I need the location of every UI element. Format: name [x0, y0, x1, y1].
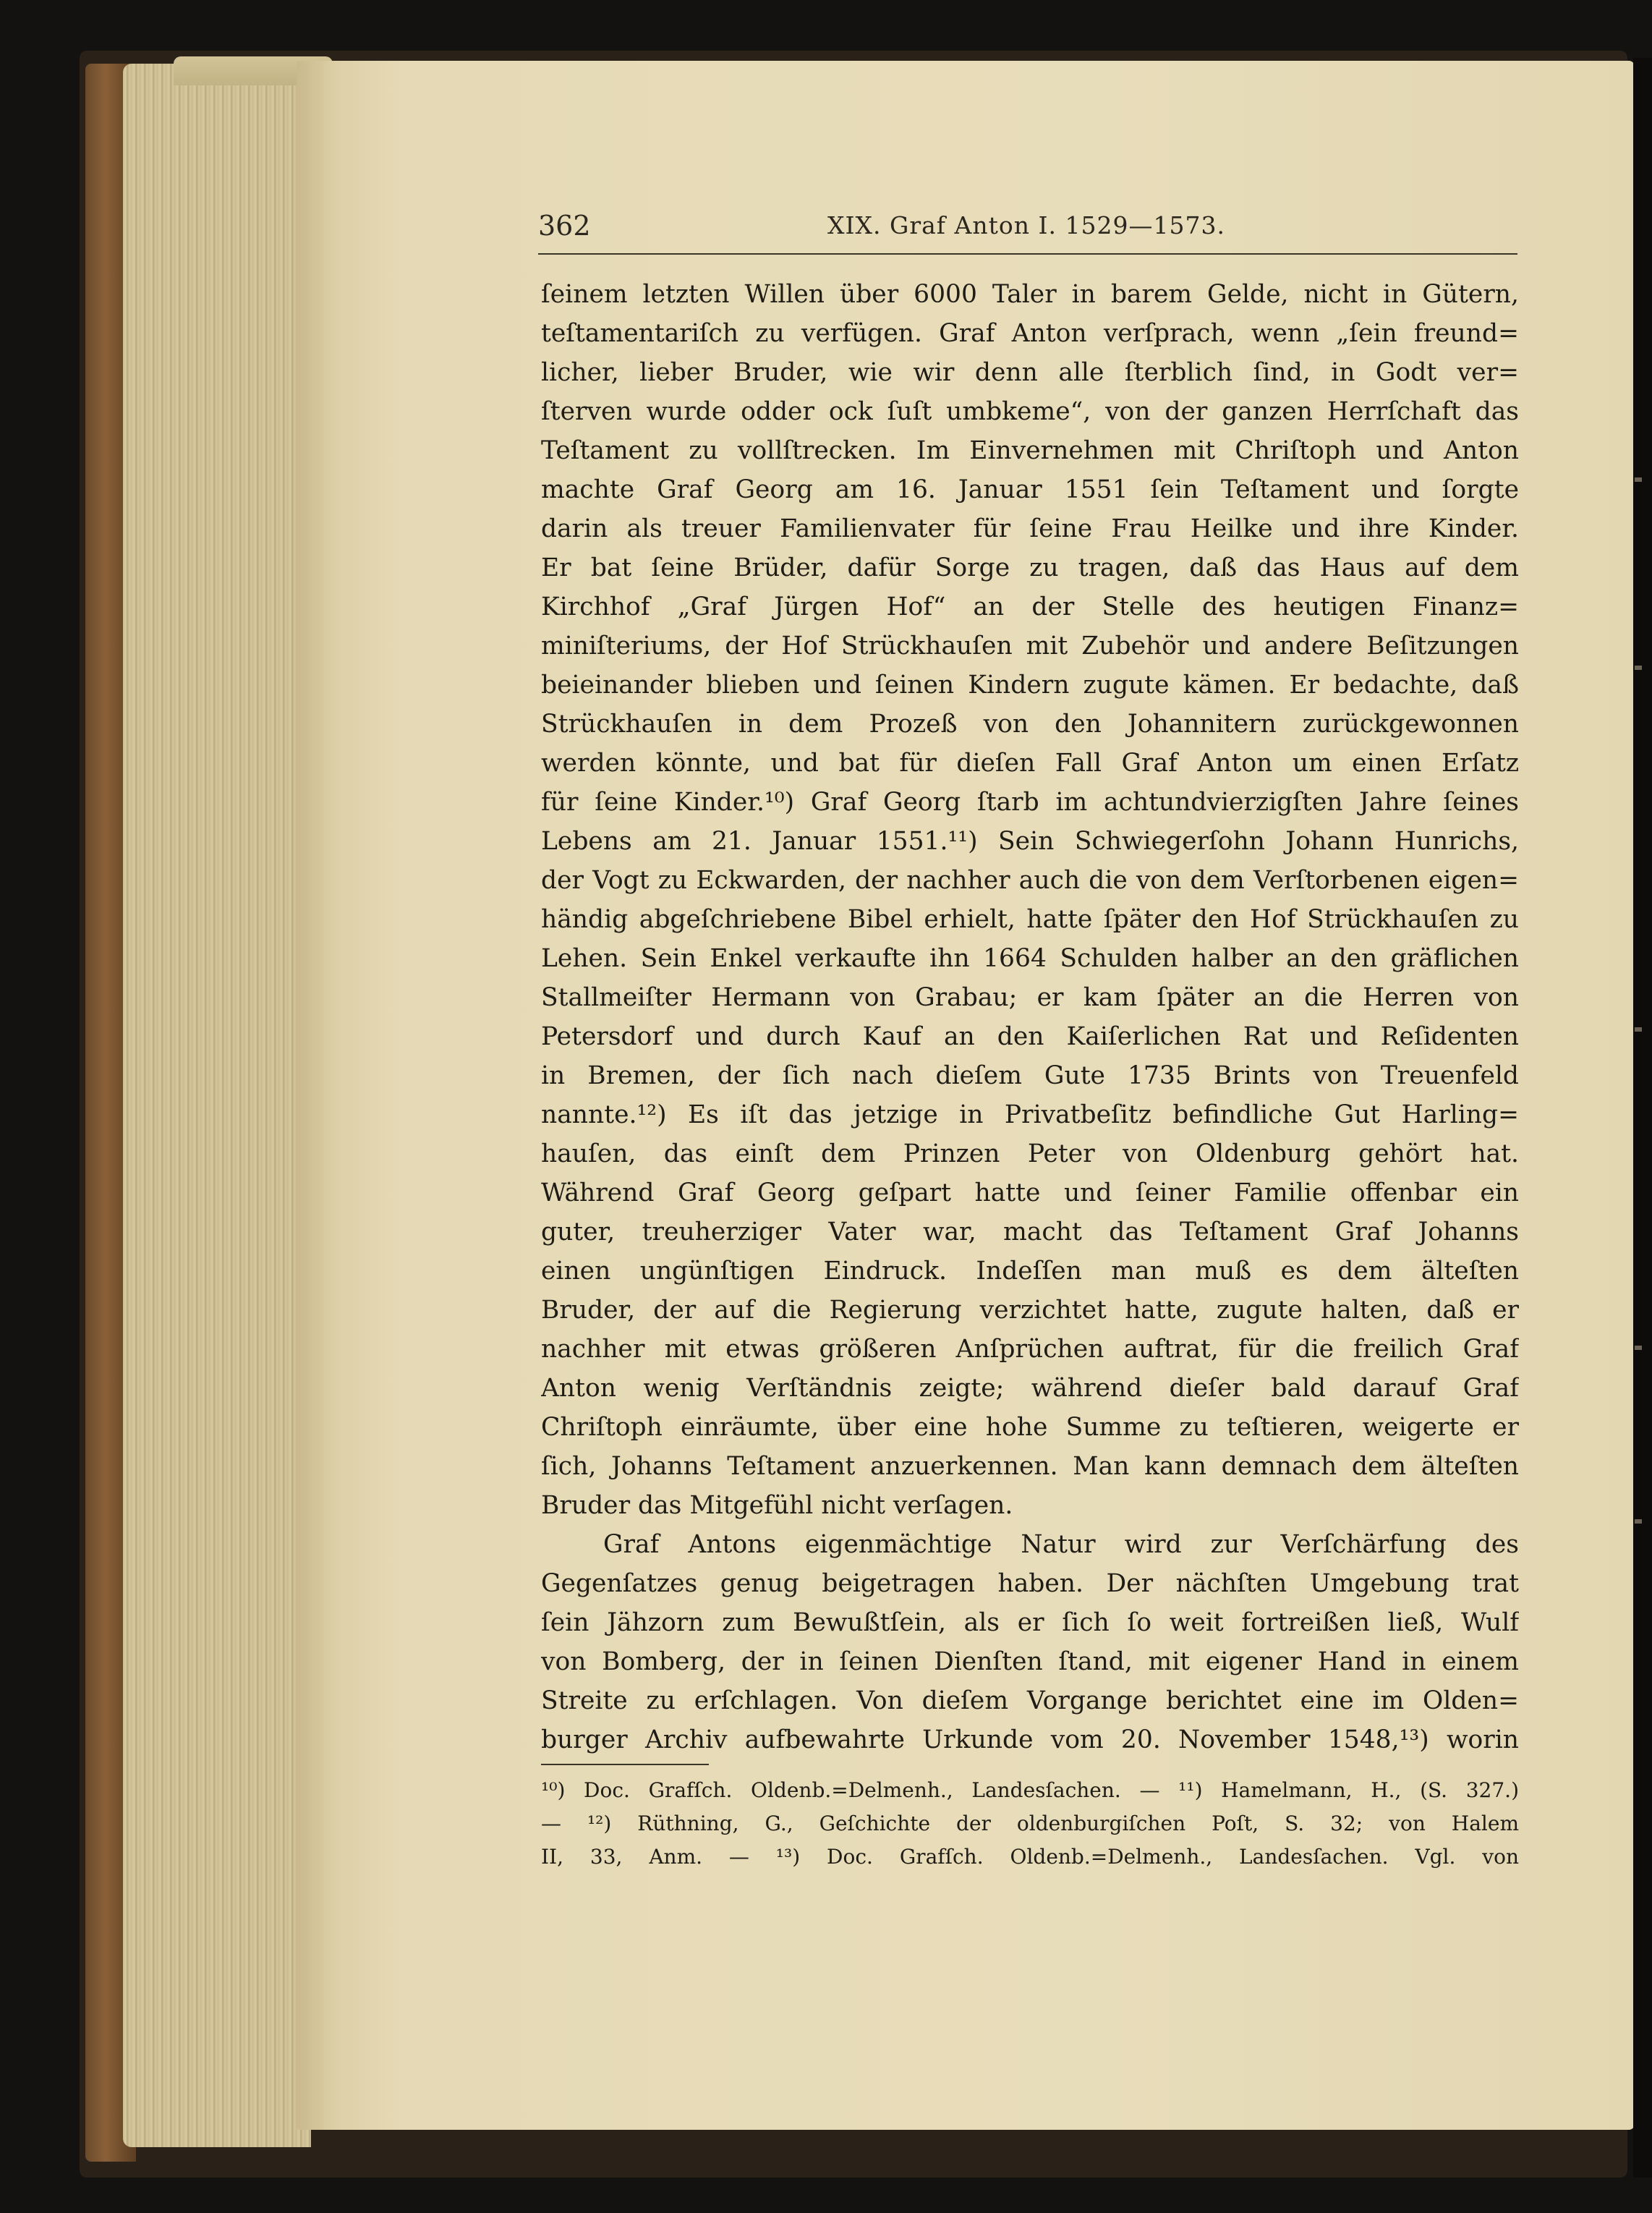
text-line: ſeinem letzten Willen über 6000 Taler in barem Gelde, nicht in Gütern,	[541, 280, 1519, 309]
text-line: händig abgeſchriebene Bibel erhielt, hatte ſpäter den Hof Strückhauſen zu	[541, 905, 1519, 934]
text-line: Lebens am 21. Januar 1551.¹¹) Sein Schwiegerſohn Johann Hunrichs,	[541, 827, 1519, 856]
text-line: Strückhauſen in dem Prozeß von den Johannitern zurückgewonnen	[541, 710, 1519, 739]
text-line: miniſteriums, der Hof Strückhauſen mit Zubehör und andere Beſitzungen	[541, 632, 1519, 660]
text-line: hauſen, das einſt dem Prinzen Peter von Oldenburg gehört hat.	[541, 1139, 1519, 1168]
text-line: Bruder das Mitgefühl nicht verſagen.	[541, 1491, 1013, 1520]
text-line: Während Graf Georg geſpart hatte und ſeiner Familie offenbar ein	[541, 1178, 1519, 1207]
footnotes	[541, 1774, 1519, 1874]
text-line: Petersdorf und durch Kauf an den Kaiſerlichen Rat und Reſidenten	[541, 1022, 1519, 1051]
text-line: Teſtament zu vollſtrecken. Im Einvernehmen mit Chriſtoph und Anton	[541, 436, 1519, 465]
edge-mark	[1635, 666, 1642, 670]
text-line: beieinander blieben und ſeinen Kindern zugute kämen. Er bedachte, daß	[541, 671, 1519, 700]
text-line: werden könnte, und bat für dieſen Fall Graf Anton um einen Erſatz	[541, 749, 1519, 778]
footnote-line: II, 33, Anm. — ¹³) Doc. Grafſch. Oldenb.=Delmenh., Landesſachen. Vgl. von	[541, 1845, 1519, 1869]
text-line: von Bomberg, der in ſeinen Dienſten ſtand, mit eigener Hand in einem	[541, 1647, 1519, 1676]
edge-mark	[1635, 1027, 1642, 1032]
text-line: nannte.¹²) Es iſt das jetzige in Privatbeſitz befindliche Gut Harling=	[541, 1100, 1519, 1129]
body-text	[541, 275, 1519, 1759]
text-line: ſterven wurde odder ock ſuſt umbkeme“, von der ganzen Herrſchaft das	[541, 397, 1519, 426]
text-line: für ſeine Kinder.¹⁰) Graf Georg ſtarb im achtundvierzigſten Jahre ſeines	[541, 788, 1519, 817]
text-line: machte Graf Georg am 16. Januar 1551 ſein Teſtament und ſorgte	[541, 475, 1519, 504]
text-line: Er bat ſeine Brüder, dafür Sorge zu tragen, daß das Haus auf dem	[541, 553, 1519, 582]
text-line: Anton wenig Verſtändnis zeigte; während dieſer bald darauf Graf	[541, 1374, 1519, 1403]
footnote-divider	[541, 1764, 709, 1765]
page-stack-edges	[123, 64, 311, 2147]
text-line: Bruder, der auf die Regierung verzichtet hatte, zugute halten, daß er	[541, 1296, 1519, 1325]
scan-border	[1633, 58, 1652, 2178]
text-line: licher, lieber Bruder, wie wir denn alle ſterblich ſind, in Godt ver=	[541, 358, 1519, 387]
text-line: guter, treuherziger Vater war, macht das Teſtament Graf Johanns	[541, 1218, 1519, 1246]
text-line: burger Archiv aufbewahrte Urkunde vom 20. November 1548,¹³) worin	[541, 1725, 1519, 1754]
page-header	[538, 210, 1517, 255]
text-line: Stallmeiſter Hermann von Grabau; er kam ſpäter an die Herren von	[541, 983, 1519, 1012]
edge-mark	[1635, 1519, 1642, 1524]
text-line: ſich, Johanns Teſtament anzuerkennen. Man kann demnach dem älteſten	[541, 1452, 1519, 1481]
page-number: 362	[538, 210, 591, 242]
text-line: Chriſtoph einräumte, über eine hohe Summe zu teſtieren, weigerte er	[541, 1413, 1519, 1442]
footnote-line: — ¹²) Rüthning, G., Geſchichte der oldenburgiſchen Poſt, S. 32; von Halem	[541, 1811, 1519, 1835]
edge-mark	[1635, 477, 1642, 482]
text-line: nachher mit etwas größeren Anſprüchen auftrat, für die freilich Graf	[541, 1335, 1519, 1364]
text-line: darin als treuer Familienvater für ſeine Frau Heilke und ihre Kinder.	[541, 514, 1519, 543]
text-line: in Bremen, der ſich nach dieſem Gute 1735 Brints von Treuenfeld	[541, 1061, 1519, 1090]
text-line: teſtamentariſch zu verfügen. Graf Anton verſprach, wenn „ſein freund=	[541, 319, 1519, 348]
text-line: Graf Antons eigenmächtige Natur wird zur Verſchärfung des	[603, 1530, 1519, 1559]
text-line: Kirchhof „Graf Jürgen Hof“ an der Stelle des heutigen Finanz=	[541, 592, 1519, 621]
footnote-line: ¹⁰) Doc. Grafſch. Oldenb.=Delmenh., Landesſachen. — ¹¹) Hamelmann, H., (S. 327.)	[541, 1778, 1519, 1802]
text-line: Gegenſatzes genug beigetragen haben. Der nächſten Umgebung trat	[541, 1569, 1519, 1598]
text-line: Streite zu erſchlagen. Von dieſem Vorgange berichtet eine im Olden=	[541, 1686, 1519, 1715]
running-head: XIX. Graf Anton I. 1529—1573.	[827, 211, 1225, 239]
text-line: einen ungünſtigen Eindruck. Indeſſen man muß es dem älteſten	[541, 1257, 1519, 1286]
text-line: der Vogt zu Eckwarden, der nachher auch die von dem Verſtorbenen eigen=	[541, 866, 1519, 895]
text-line: Lehen. Sein Enkel verkaufte ihn 1664 Schulden halber an den gräflichen	[541, 944, 1519, 973]
edge-mark	[1635, 1346, 1642, 1350]
text-line: ſein Jähzorn zum Bewußtſein, als er ſich ſo weit fortreißen ließ, Wulf	[541, 1608, 1519, 1637]
